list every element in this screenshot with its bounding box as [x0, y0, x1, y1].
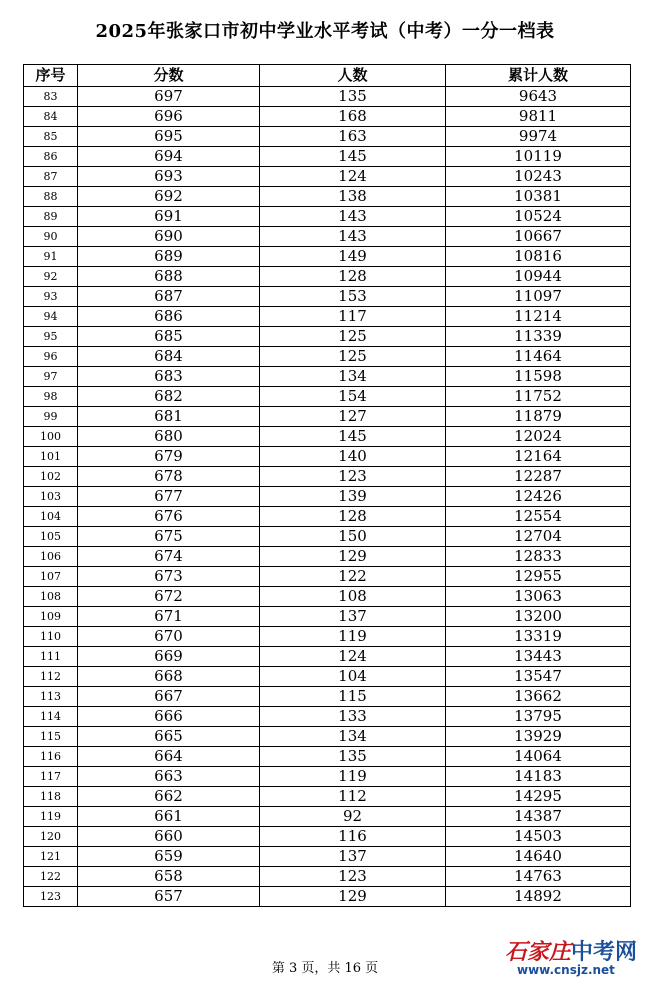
watermark-url: www.cnsjz.net: [517, 963, 615, 977]
cell-seq: 107: [24, 567, 78, 587]
cell-cumulative: 12164: [446, 447, 631, 467]
cell-score: 688: [78, 267, 260, 287]
cell-count: 123: [260, 467, 446, 487]
cell-seq: 118: [24, 787, 78, 807]
cell-count: 153: [260, 287, 446, 307]
table-row: [24, 247, 631, 267]
cell-seq: 116: [24, 747, 78, 767]
cell-cumulative: 11339: [446, 327, 631, 347]
table-row: [24, 767, 631, 787]
cell-seq: 89: [24, 207, 78, 227]
cell-cumulative: 14640: [446, 847, 631, 867]
table-row: [24, 227, 631, 247]
cell-count: 104: [260, 667, 446, 687]
cell-cumulative: 12554: [446, 507, 631, 527]
cell-count: 150: [260, 527, 446, 547]
cell-count: 108: [260, 587, 446, 607]
cell-cumulative: 11752: [446, 387, 631, 407]
cell-count: 135: [260, 747, 446, 767]
table-row: [24, 847, 631, 867]
cell-score: 691: [78, 207, 260, 227]
table-row: [24, 587, 631, 607]
cell-score: 675: [78, 527, 260, 547]
cell-score: 680: [78, 427, 260, 447]
cell-count: 138: [260, 187, 446, 207]
cell-count: 124: [260, 647, 446, 667]
cell-score: 690: [78, 227, 260, 247]
cell-seq: 105: [24, 527, 78, 547]
cell-count: 137: [260, 847, 446, 867]
table-row: [24, 607, 631, 627]
table-row: [24, 387, 631, 407]
cell-score: 697: [78, 87, 260, 107]
cell-cumulative: 14064: [446, 747, 631, 767]
cell-seq: 93: [24, 287, 78, 307]
cell-seq: 99: [24, 407, 78, 427]
cell-score: 658: [78, 867, 260, 887]
cell-score: 660: [78, 827, 260, 847]
score-table: [23, 64, 631, 907]
table-row: [24, 727, 631, 747]
cell-seq: 113: [24, 687, 78, 707]
header-seq: 序号: [24, 65, 78, 87]
cell-score: 668: [78, 667, 260, 687]
document-title: 2025年张家口市初中学业水平考试（中考）一分一档表: [95, 21, 555, 42]
cell-count: 135: [260, 87, 446, 107]
cell-count: 143: [260, 227, 446, 247]
cell-score: 664: [78, 747, 260, 767]
cell-seq: 94: [24, 307, 78, 327]
cell-cumulative: 11214: [446, 307, 631, 327]
table-row: [24, 287, 631, 307]
cell-count: 133: [260, 707, 446, 727]
cell-cumulative: 10243: [446, 167, 631, 187]
cell-count: 143: [260, 207, 446, 227]
cell-score: 679: [78, 447, 260, 467]
cell-score: 666: [78, 707, 260, 727]
cell-seq: 108: [24, 587, 78, 607]
cell-score: 682: [78, 387, 260, 407]
cell-count: 125: [260, 327, 446, 347]
cell-cumulative: 12426: [446, 487, 631, 507]
cell-cumulative: 10944: [446, 267, 631, 287]
cell-score: 674: [78, 547, 260, 567]
table-row: [24, 487, 631, 507]
table-row: [24, 707, 631, 727]
cell-score: 692: [78, 187, 260, 207]
table-row: [24, 827, 631, 847]
cell-count: 115: [260, 687, 446, 707]
table-row: [24, 667, 631, 687]
cell-score: 685: [78, 327, 260, 347]
cell-cumulative: 11097: [446, 287, 631, 307]
cell-seq: 102: [24, 467, 78, 487]
table-row: [24, 567, 631, 587]
table-row: [24, 507, 631, 527]
cell-score: 665: [78, 727, 260, 747]
cell-count: 134: [260, 727, 446, 747]
cell-seq: 87: [24, 167, 78, 187]
cell-count: 123: [260, 867, 446, 887]
table-row: [24, 87, 631, 107]
table-row: [24, 547, 631, 567]
table-row: [24, 527, 631, 547]
cell-score: 670: [78, 627, 260, 647]
cell-count: 154: [260, 387, 446, 407]
cell-cumulative: 13063: [446, 587, 631, 607]
cell-count: 125: [260, 347, 446, 367]
cell-score: 683: [78, 367, 260, 387]
cell-cumulative: 12955: [446, 567, 631, 587]
cell-score: 686: [78, 307, 260, 327]
cell-seq: 88: [24, 187, 78, 207]
cell-count: 163: [260, 127, 446, 147]
cell-score: 696: [78, 107, 260, 127]
cell-count: 127: [260, 407, 446, 427]
cell-cumulative: 13795: [446, 707, 631, 727]
cell-count: 119: [260, 767, 446, 787]
table-row: [24, 267, 631, 287]
cell-cumulative: 9811: [446, 107, 631, 127]
cell-count: 137: [260, 607, 446, 627]
table-header-row: [24, 65, 631, 87]
cell-seq: 120: [24, 827, 78, 847]
cell-cumulative: 10524: [446, 207, 631, 227]
cell-cumulative: 14183: [446, 767, 631, 787]
cell-seq: 97: [24, 367, 78, 387]
table-row: [24, 787, 631, 807]
table-row: [24, 167, 631, 187]
cell-cumulative: 9643: [446, 87, 631, 107]
cell-seq: 90: [24, 227, 78, 247]
cell-cumulative: 10381: [446, 187, 631, 207]
cell-count: 128: [260, 267, 446, 287]
cell-score: 672: [78, 587, 260, 607]
cell-score: 689: [78, 247, 260, 267]
cell-cumulative: 14763: [446, 867, 631, 887]
table-row: [24, 467, 631, 487]
table-row: [24, 147, 631, 167]
cell-count: 149: [260, 247, 446, 267]
cell-score: 663: [78, 767, 260, 787]
cell-count: 128: [260, 507, 446, 527]
cell-seq: 85: [24, 127, 78, 147]
cell-seq: 83: [24, 87, 78, 107]
table-row: [24, 627, 631, 647]
cell-seq: 104: [24, 507, 78, 527]
watermark-brand: 石家庄中考网: [505, 939, 638, 965]
cell-score: 661: [78, 807, 260, 827]
cell-count: 145: [260, 427, 446, 447]
cell-seq: 84: [24, 107, 78, 127]
table-row: [24, 327, 631, 347]
cell-seq: 123: [24, 887, 78, 907]
cell-seq: 112: [24, 667, 78, 687]
cell-seq: 95: [24, 327, 78, 347]
cell-seq: 91: [24, 247, 78, 267]
table-body: [24, 87, 631, 907]
cell-seq: 111: [24, 647, 78, 667]
cell-seq: 106: [24, 547, 78, 567]
cell-score: 678: [78, 467, 260, 487]
header-count: 人数: [260, 65, 446, 87]
cell-seq: 114: [24, 707, 78, 727]
cell-cumulative: 13443: [446, 647, 631, 667]
table-row: [24, 307, 631, 327]
cell-cumulative: 13200: [446, 607, 631, 627]
cell-seq: 121: [24, 847, 78, 867]
cell-score: 671: [78, 607, 260, 627]
table-row: [24, 807, 631, 827]
cell-count: 129: [260, 887, 446, 907]
cell-seq: 110: [24, 627, 78, 647]
cell-count: 122: [260, 567, 446, 587]
cell-count: 129: [260, 547, 446, 567]
table-row: [24, 407, 631, 427]
cell-score: 676: [78, 507, 260, 527]
header-cumulative: 累计人数: [446, 65, 631, 87]
cell-score: 687: [78, 287, 260, 307]
cell-seq: 98: [24, 387, 78, 407]
cell-score: 695: [78, 127, 260, 147]
header-score: 分数: [78, 65, 260, 87]
cell-cumulative: 9974: [446, 127, 631, 147]
watermark-logo: [505, 935, 645, 980]
cell-seq: 122: [24, 867, 78, 887]
cell-score: 681: [78, 407, 260, 427]
cell-cumulative: 13319: [446, 627, 631, 647]
cell-count: 139: [260, 487, 446, 507]
cell-score: 694: [78, 147, 260, 167]
cell-seq: 119: [24, 807, 78, 827]
cell-count: 92: [260, 807, 446, 827]
cell-cumulative: 13929: [446, 727, 631, 747]
table-row: [24, 647, 631, 667]
cell-score: 693: [78, 167, 260, 187]
cell-cumulative: 12704: [446, 527, 631, 547]
cell-cumulative: 11879: [446, 407, 631, 427]
cell-cumulative: 12833: [446, 547, 631, 567]
cell-score: 684: [78, 347, 260, 367]
cell-seq: 115: [24, 727, 78, 747]
table-row: [24, 107, 631, 127]
cell-cumulative: 12024: [446, 427, 631, 447]
cell-cumulative: 10667: [446, 227, 631, 247]
table-row: [24, 687, 631, 707]
table-row: [24, 207, 631, 227]
cell-count: 116: [260, 827, 446, 847]
cell-seq: 101: [24, 447, 78, 467]
cell-cumulative: 12287: [446, 467, 631, 487]
cell-score: 657: [78, 887, 260, 907]
cell-score: 669: [78, 647, 260, 667]
table-row: [24, 447, 631, 467]
cell-cumulative: 14387: [446, 807, 631, 827]
cell-cumulative: 14892: [446, 887, 631, 907]
cell-cumulative: 11464: [446, 347, 631, 367]
cell-seq: 86: [24, 147, 78, 167]
cell-seq: 100: [24, 427, 78, 447]
cell-seq: 96: [24, 347, 78, 367]
cell-cumulative: 11598: [446, 367, 631, 387]
cell-score: 673: [78, 567, 260, 587]
cell-count: 168: [260, 107, 446, 127]
cell-cumulative: 10816: [446, 247, 631, 267]
cell-cumulative: 10119: [446, 147, 631, 167]
cell-count: 117: [260, 307, 446, 327]
page-number: 第 3 页，共 16 页: [271, 961, 379, 976]
table-row: [24, 187, 631, 207]
cell-seq: 92: [24, 267, 78, 287]
cell-cumulative: 14503: [446, 827, 631, 847]
table-row: [24, 747, 631, 767]
cell-score: 659: [78, 847, 260, 867]
table-row: [24, 367, 631, 387]
table-row: [24, 347, 631, 367]
cell-count: 134: [260, 367, 446, 387]
table-row: [24, 867, 631, 887]
cell-seq: 109: [24, 607, 78, 627]
cell-count: 119: [260, 627, 446, 647]
table-row: [24, 127, 631, 147]
cell-count: 140: [260, 447, 446, 467]
table-row: [24, 887, 631, 907]
cell-score: 677: [78, 487, 260, 507]
cell-score: 662: [78, 787, 260, 807]
cell-cumulative: 13547: [446, 667, 631, 687]
cell-count: 124: [260, 167, 446, 187]
cell-count: 112: [260, 787, 446, 807]
cell-count: 145: [260, 147, 446, 167]
table-row: [24, 427, 631, 447]
cell-seq: 117: [24, 767, 78, 787]
cell-score: 667: [78, 687, 260, 707]
cell-cumulative: 14295: [446, 787, 631, 807]
cell-cumulative: 13662: [446, 687, 631, 707]
cell-seq: 103: [24, 487, 78, 507]
